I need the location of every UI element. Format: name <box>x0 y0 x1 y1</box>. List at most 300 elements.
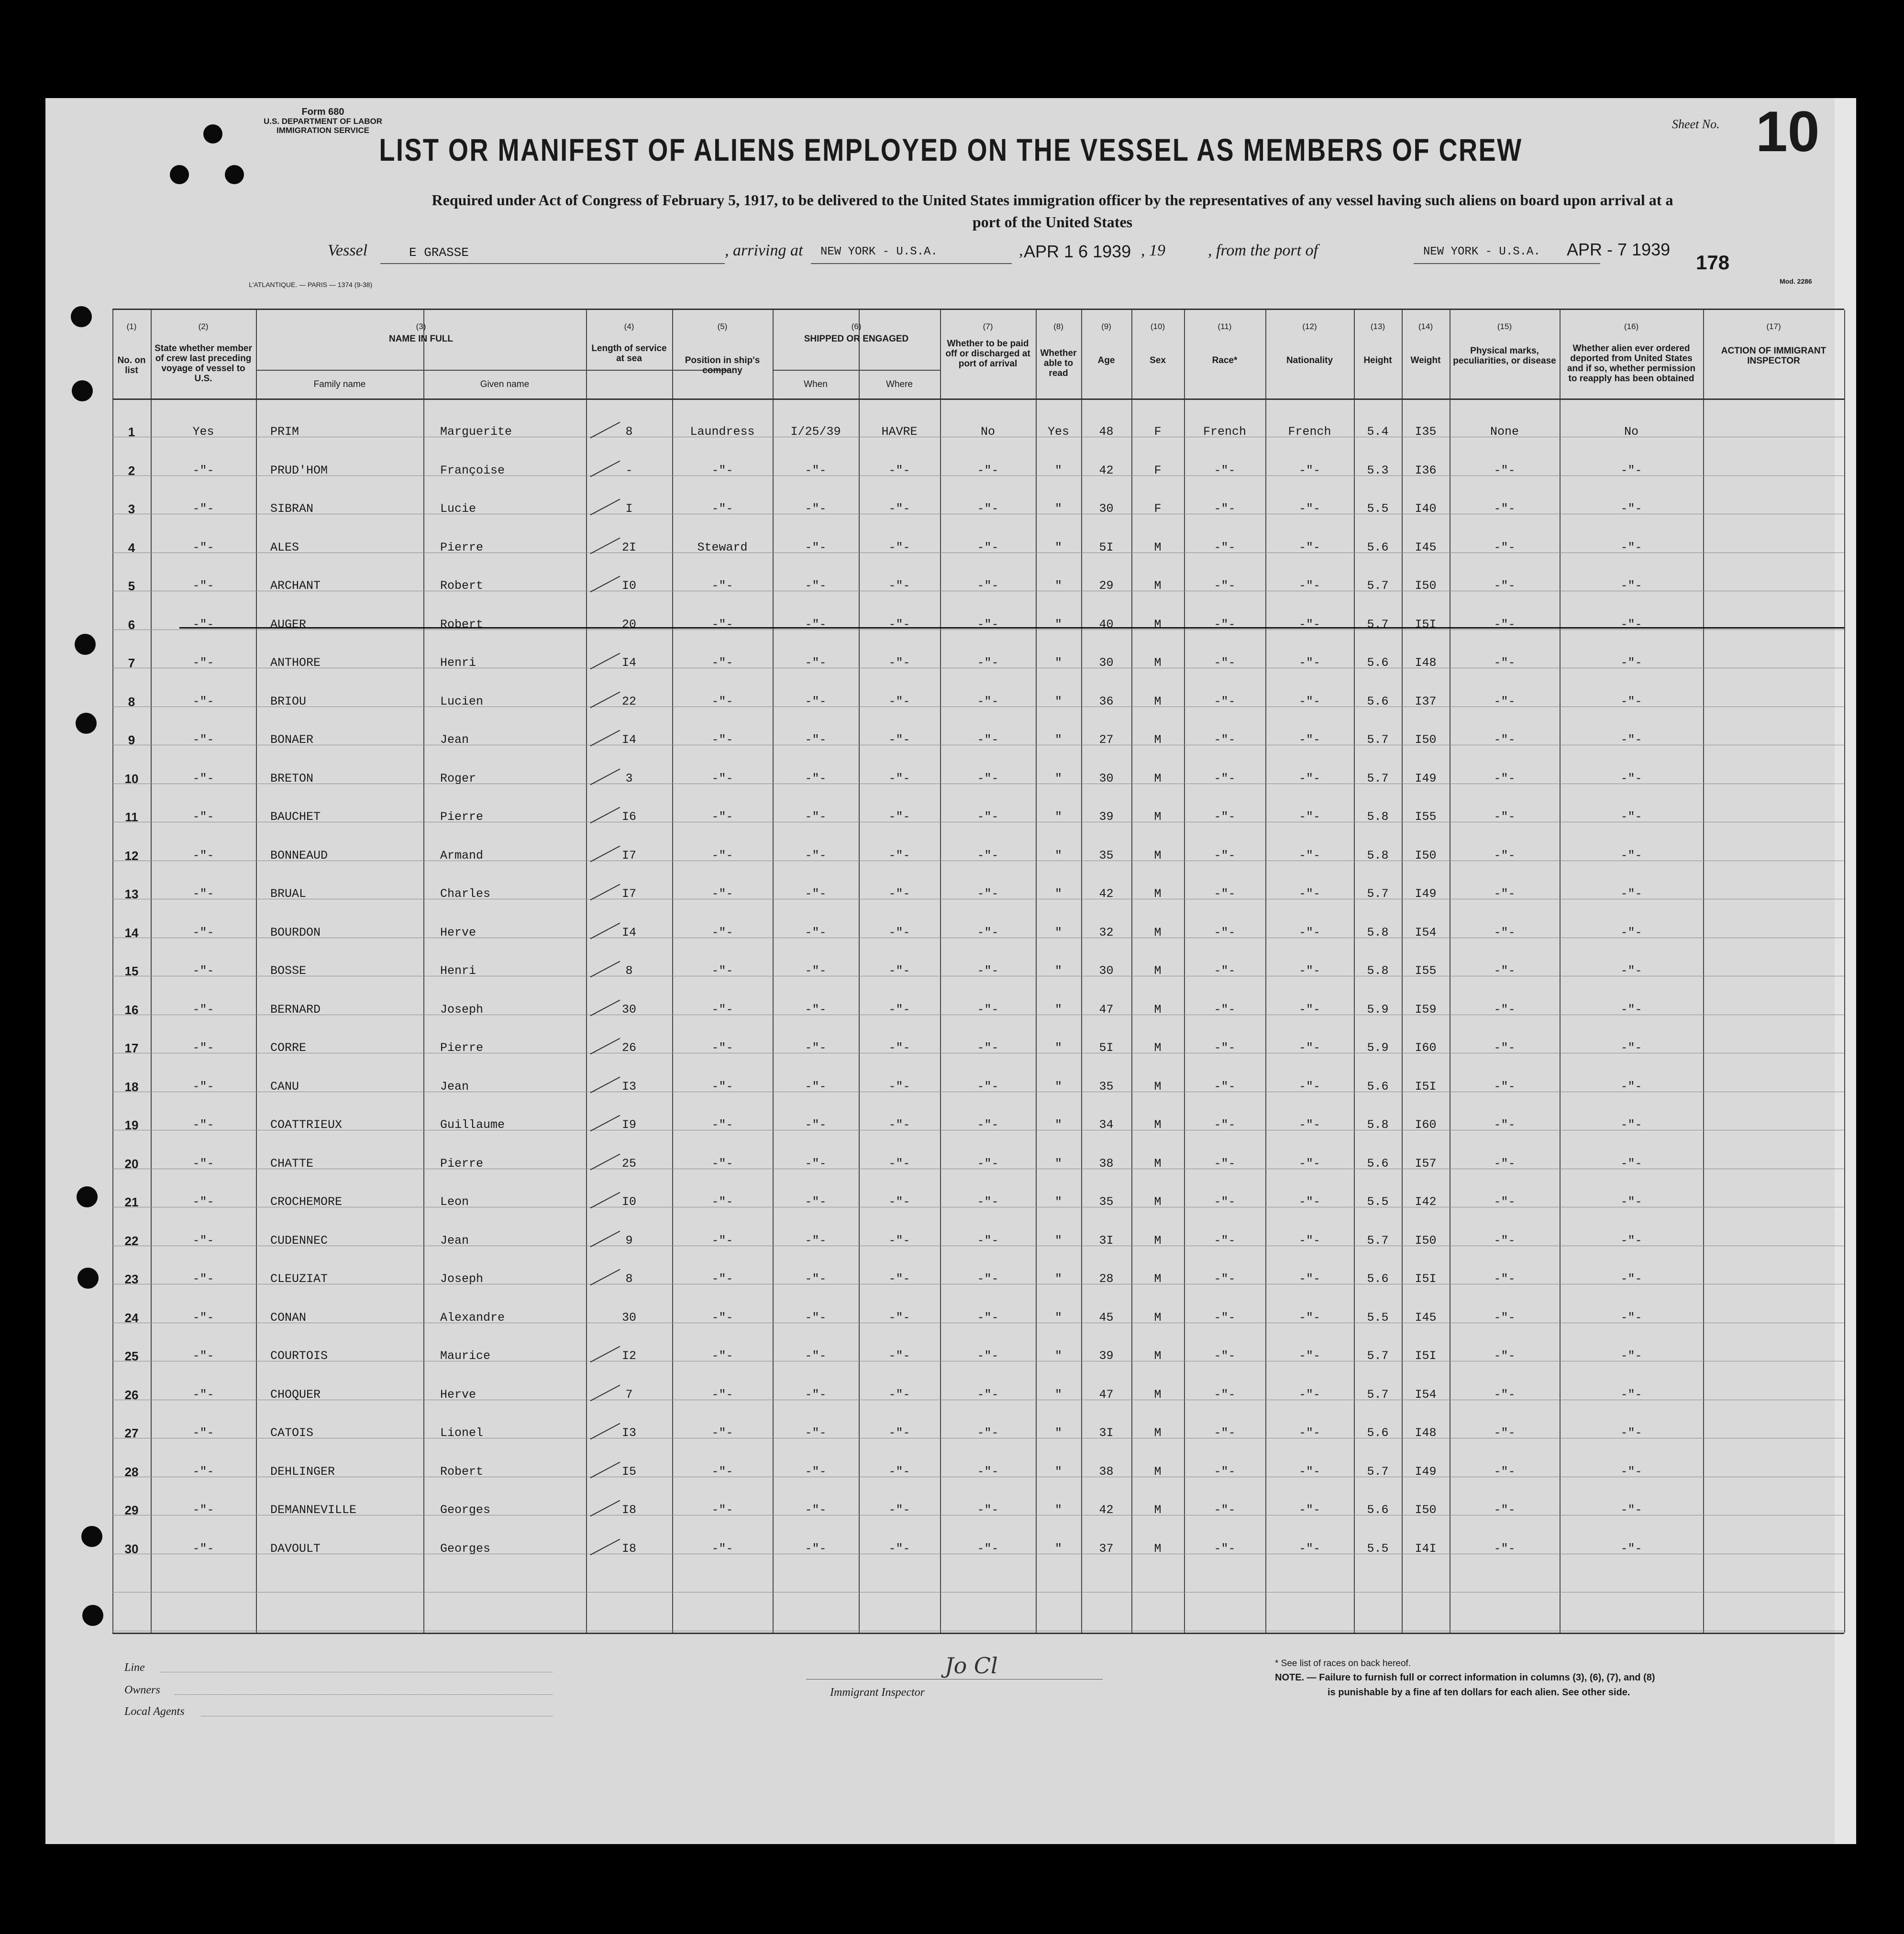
cell-sex: M <box>1154 656 1162 670</box>
cell-sex: M <box>1154 771 1162 785</box>
cell-nationality: French <box>1288 425 1331 439</box>
cell-prev: -"- <box>192 656 214 670</box>
cell-family: DEHLINGER <box>270 1464 335 1479</box>
binder-hole <box>75 634 96 655</box>
cell-height: 5.7 <box>1367 1349 1389 1363</box>
cell-when: I/25/39 <box>790 425 841 439</box>
arrival-date: APR 1 6 1939 <box>1024 242 1131 261</box>
line-label: Line <box>124 1661 145 1674</box>
row-number: 20 <box>124 1156 139 1171</box>
cell-position: -"- <box>711 1195 733 1209</box>
cell-when: -"- <box>805 964 827 978</box>
cell-service: I <box>625 502 633 516</box>
cell-prev: -"- <box>192 1233 214 1248</box>
cell-where: -"- <box>888 771 910 785</box>
cell-service: 26 <box>621 1041 636 1055</box>
cell-nationality: -"- <box>1298 810 1320 824</box>
cell-sex: M <box>1154 887 1162 901</box>
cell-height: 5.8 <box>1367 1118 1389 1132</box>
cell-paid: -"- <box>977 810 999 824</box>
cell-position: -"- <box>711 925 733 939</box>
row-number: 19 <box>124 1118 139 1132</box>
arriving-label: , arriving at <box>725 242 803 259</box>
cell-where: -"- <box>888 1272 910 1286</box>
cell-when: -"- <box>805 1079 827 1094</box>
cell-service: I0 <box>621 579 636 593</box>
binder-hole <box>170 165 189 184</box>
row-number: 8 <box>128 694 135 709</box>
cell-position: -"- <box>711 656 733 670</box>
cell-family: CHATTE <box>270 1156 314 1171</box>
cell-when: -"- <box>805 771 827 785</box>
signature-line <box>806 1679 1103 1680</box>
cell-weight: I50 <box>1415 733 1437 747</box>
cell-read: " <box>1054 1464 1062 1479</box>
cell-height: 5.6 <box>1367 1156 1389 1171</box>
cell-race: -"- <box>1214 656 1236 670</box>
cell-given: Leon <box>440 1195 469 1209</box>
cell-marks: -"- <box>1494 1464 1516 1479</box>
cell-height: 5.8 <box>1367 810 1389 824</box>
cell-deported: -"- <box>1620 1079 1642 1094</box>
cell-prev: -"- <box>192 1002 214 1017</box>
cell-nationality: -"- <box>1298 1503 1320 1517</box>
column-header: Physical marks, peculiarities, or disease <box>1453 346 1556 366</box>
cell-height: 5.7 <box>1367 1387 1389 1402</box>
cell-prev: -"- <box>192 463 214 477</box>
cell-marks: -"- <box>1494 1041 1516 1055</box>
cell-prev: -"- <box>192 964 214 978</box>
cell-weight: I50 <box>1415 1503 1437 1517</box>
cell-weight: I37 <box>1415 694 1437 708</box>
cell-position: -"- <box>711 502 733 516</box>
cell-nationality: -"- <box>1298 1310 1320 1325</box>
cell-nationality: -"- <box>1298 617 1320 631</box>
comma-sep: , <box>1019 242 1023 259</box>
cell-sex: M <box>1154 1272 1162 1286</box>
cell-sex: M <box>1154 1002 1162 1017</box>
cell-family: BERNARD <box>270 1002 321 1017</box>
cell-age: 42 <box>1099 463 1114 477</box>
subcolumn-header: When <box>804 379 828 389</box>
cell-paid: -"- <box>977 617 999 631</box>
cell-where: -"- <box>888 1118 910 1132</box>
cell-sex: F <box>1154 502 1162 516</box>
cell-race: -"- <box>1214 810 1236 824</box>
column-number: (13) <box>1370 322 1385 331</box>
cell-age: 5I <box>1099 540 1114 554</box>
cell-family: CONAN <box>270 1310 307 1325</box>
cell-age: 3I <box>1099 1426 1114 1440</box>
cell-age: 38 <box>1099 1464 1114 1479</box>
cell-deported: -"- <box>1620 848 1642 862</box>
cell-marks: -"- <box>1494 1079 1516 1094</box>
cell-marks: -"- <box>1494 1349 1516 1363</box>
row-number: 24 <box>124 1310 139 1325</box>
requirement-line-1: Required under Act of Congress of February 5, 1917, to be delivered to the United States immigration officer by the representatives of any vessel having such aliens on board upon arrival at a <box>432 191 1673 209</box>
cell-deported: -"- <box>1620 694 1642 708</box>
cell-weight: I55 <box>1415 810 1437 824</box>
cell-prev: -"- <box>192 579 214 593</box>
cell-paid: -"- <box>977 964 999 978</box>
column-number: (5) <box>717 322 728 331</box>
cell-deported: -"- <box>1620 1195 1642 1209</box>
cell-position: -"- <box>711 694 733 708</box>
cell-sex: M <box>1154 1310 1162 1325</box>
row-number: 3 <box>128 502 135 516</box>
cell-prev: -"- <box>192 848 214 862</box>
cell-race: -"- <box>1214 617 1236 631</box>
cell-position: -"- <box>711 733 733 747</box>
cell-paid: -"- <box>977 1310 999 1325</box>
column-number: (17) <box>1766 322 1781 331</box>
cell-nationality: -"- <box>1298 1156 1320 1171</box>
cell-age: 37 <box>1099 1541 1114 1556</box>
cell-service: 9 <box>625 1233 633 1248</box>
cell-when: -"- <box>805 1349 827 1363</box>
row-number: 14 <box>124 925 139 940</box>
cell-given: Joseph <box>440 1002 484 1017</box>
cell-position: -"- <box>711 1426 733 1440</box>
cell-given: Lionel <box>440 1426 484 1440</box>
cell-position: -"- <box>711 579 733 593</box>
cell-deported: -"- <box>1620 1503 1642 1517</box>
cell-where: -"- <box>888 540 910 554</box>
cell-deported: -"- <box>1620 964 1642 978</box>
cell-prev: -"- <box>192 1387 214 1402</box>
cell-race: -"- <box>1214 887 1236 901</box>
cell-marks: -"- <box>1494 964 1516 978</box>
cell-read: " <box>1054 1387 1062 1402</box>
cell-age: 40 <box>1099 617 1114 631</box>
cell-family: COATTRIEUX <box>270 1118 343 1132</box>
cell-when: -"- <box>805 502 827 516</box>
cell-height: 5.3 <box>1367 463 1389 477</box>
cell-age: 47 <box>1099 1387 1114 1402</box>
row-number: 11 <box>125 810 138 824</box>
cell-race: -"- <box>1214 1387 1236 1402</box>
cell-marks: -"- <box>1494 925 1516 939</box>
cell-service: 8 <box>625 964 633 978</box>
cell-paid: -"- <box>977 771 999 785</box>
row-number: 29 <box>124 1503 139 1517</box>
cell-weight: I4I <box>1415 1541 1437 1556</box>
cell-when: -"- <box>805 540 827 554</box>
cell-nationality: -"- <box>1298 656 1320 670</box>
cell-given: Georges <box>440 1541 491 1556</box>
cell-when: -"- <box>805 848 827 862</box>
cell-marks: -"- <box>1494 1156 1516 1171</box>
column-header: Race* <box>1212 355 1238 365</box>
cell-height: 5.5 <box>1367 1541 1389 1556</box>
cell-sex: M <box>1154 1041 1162 1055</box>
cell-weight: I5I <box>1415 1079 1437 1094</box>
cell-sex: M <box>1154 733 1162 747</box>
cell-sex: F <box>1154 425 1162 439</box>
cell-family: PRUD'HOM <box>270 463 328 477</box>
cell-sex: M <box>1154 848 1162 862</box>
cell-marks: None <box>1490 425 1519 439</box>
cell-height: 5.9 <box>1367 1041 1389 1055</box>
cell-race: -"- <box>1214 540 1236 554</box>
cell-where: -"- <box>888 1195 910 1209</box>
cell-read: " <box>1054 1349 1062 1363</box>
cell-age: 3I <box>1099 1233 1114 1248</box>
column-header: Height <box>1363 355 1392 365</box>
cell-paid: -"- <box>977 887 999 901</box>
cell-deported: -"- <box>1620 1041 1642 1055</box>
row-number: 27 <box>124 1426 139 1440</box>
cell-read: " <box>1054 810 1062 824</box>
cell-prev: -"- <box>192 1541 214 1556</box>
cell-service: 3 <box>625 771 633 785</box>
cell-weight: I60 <box>1415 1118 1437 1132</box>
column-header: Sex <box>1150 355 1166 365</box>
binder-hole <box>77 1268 99 1289</box>
cell-position: -"- <box>711 1387 733 1402</box>
cell-family: BRETON <box>270 771 314 785</box>
cell-read: " <box>1054 1118 1062 1132</box>
cell-family: CHOQUER <box>270 1387 321 1402</box>
column-number: (12) <box>1302 322 1317 331</box>
cell-age: 38 <box>1099 1156 1114 1171</box>
cell-family: BONAER <box>270 733 314 747</box>
races-footnote: * See list of races on back hereof. <box>1275 1658 1411 1669</box>
cell-age: 35 <box>1099 848 1114 862</box>
cell-where: -"- <box>888 1079 910 1094</box>
cell-given: Jean <box>440 733 469 747</box>
cell-height: 5.8 <box>1367 964 1389 978</box>
note-label: NOTE. <box>1275 1672 1305 1683</box>
cell-when: -"- <box>805 617 827 631</box>
cell-height: 5.4 <box>1367 425 1389 439</box>
cell-sex: M <box>1154 1426 1162 1440</box>
cell-family: DEMANNEVILLE <box>270 1503 357 1517</box>
cell-where: -"- <box>888 964 910 978</box>
cell-sex: M <box>1154 1233 1162 1248</box>
row-number: 22 <box>124 1233 139 1248</box>
cell-prev: -"- <box>192 1156 214 1171</box>
cell-height: 5.8 <box>1367 925 1389 939</box>
cell-family: CROCHEMORE <box>270 1195 343 1209</box>
cell-position: -"- <box>711 887 733 901</box>
cell-service: I4 <box>621 733 636 747</box>
subcolumn-header: Family name <box>313 379 366 389</box>
cell-height: 5.6 <box>1367 540 1389 554</box>
cell-paid: -"- <box>977 733 999 747</box>
cell-position: -"- <box>711 1079 733 1094</box>
cell-marks: -"- <box>1494 771 1516 785</box>
cell-weight: I48 <box>1415 1426 1437 1440</box>
cell-given: Lucie <box>440 502 476 516</box>
column-number: (3) <box>416 322 426 331</box>
cell-nationality: -"- <box>1298 1002 1320 1017</box>
cell-deported: -"- <box>1620 463 1642 477</box>
column-header: Weight <box>1410 355 1441 365</box>
cell-height: 5.7 <box>1367 733 1389 747</box>
binder-hole <box>71 306 92 327</box>
cell-read: " <box>1054 656 1062 670</box>
cell-nationality: -"- <box>1298 502 1320 516</box>
cell-nationality: -"- <box>1298 1426 1320 1440</box>
cell-given: Pierre <box>440 540 484 554</box>
cell-position: -"- <box>711 1310 733 1325</box>
cell-given: Marguerite <box>440 425 512 439</box>
row-number: 16 <box>124 1002 139 1017</box>
cell-position: -"- <box>711 848 733 862</box>
cell-read: " <box>1054 848 1062 862</box>
row-number: 5 <box>128 579 135 593</box>
cell-height: 5.7 <box>1367 579 1389 593</box>
cell-nationality: -"- <box>1298 1041 1320 1055</box>
cell-race: -"- <box>1214 771 1236 785</box>
cell-height: 5.5 <box>1367 502 1389 516</box>
cell-sex: M <box>1154 1118 1162 1132</box>
cell-race: -"- <box>1214 1233 1236 1248</box>
form-service: IMMIGRATION SERVICE <box>277 126 369 135</box>
cell-when: -"- <box>805 463 827 477</box>
cell-position: -"- <box>711 964 733 978</box>
cell-given: Roger <box>440 771 476 785</box>
column-number: (2) <box>198 322 209 331</box>
cell-paid: -"- <box>977 1002 999 1017</box>
cell-read: " <box>1054 579 1062 593</box>
cell-where: -"- <box>888 694 910 708</box>
cell-where: -"- <box>888 617 910 631</box>
cell-family: DAVOULT <box>270 1541 321 1556</box>
cell-given: Georges <box>440 1503 491 1517</box>
cell-age: 29 <box>1099 579 1114 593</box>
cell-service: I4 <box>621 925 636 939</box>
year-label: , 19 <box>1141 242 1165 259</box>
sheet-label: Sheet No. <box>1672 117 1720 131</box>
cell-position: -"- <box>711 1272 733 1286</box>
cell-where: -"- <box>888 1233 910 1248</box>
column-number: (4) <box>624 322 634 331</box>
cell-prev: -"- <box>192 1464 214 1479</box>
departure-date: APR - 7 1939 <box>1567 240 1671 259</box>
cell-service: 30 <box>621 1002 636 1017</box>
cell-deported: -"- <box>1620 1233 1642 1248</box>
cell-height: 5.8 <box>1367 848 1389 862</box>
cell-when: -"- <box>805 1195 827 1209</box>
column-number: (10) <box>1150 322 1165 331</box>
column-header: Whether alien ever ordered deported from United States and if so, whether permission to reapply has been obtained <box>1567 343 1696 384</box>
cell-deported: -"- <box>1620 1156 1642 1171</box>
cell-sex: M <box>1154 1349 1162 1363</box>
cell-read: " <box>1054 887 1062 901</box>
cell-service: 8 <box>625 425 633 439</box>
cell-deported: -"- <box>1620 1272 1642 1286</box>
cell-nationality: -"- <box>1298 925 1320 939</box>
cell-position: -"- <box>711 771 733 785</box>
cell-weight: I45 <box>1415 1310 1437 1325</box>
cell-race: -"- <box>1214 1118 1236 1132</box>
cell-age: 32 <box>1099 925 1114 939</box>
cell-given: Maurice <box>440 1349 491 1363</box>
cell-service: 2I <box>621 540 636 554</box>
cell-height: 5.5 <box>1367 1195 1389 1209</box>
row-number: 25 <box>124 1349 139 1363</box>
cell-given: Guillaume <box>440 1118 505 1132</box>
cell-read: " <box>1054 1041 1062 1055</box>
cell-service: I0 <box>621 1195 636 1209</box>
cell-sex: M <box>1154 925 1162 939</box>
cell-race: -"- <box>1214 502 1236 516</box>
cell-family: CATOIS <box>270 1426 314 1440</box>
cell-weight: I50 <box>1415 1233 1437 1248</box>
cell-prev: -"- <box>192 1349 214 1363</box>
cell-when: -"- <box>805 1118 827 1132</box>
row-number: 30 <box>124 1541 139 1556</box>
cell-sex: M <box>1154 694 1162 708</box>
cell-where: -"- <box>888 1041 910 1055</box>
cell-race: -"- <box>1214 1349 1236 1363</box>
cell-deported: -"- <box>1620 925 1642 939</box>
cell-race: -"- <box>1214 1426 1236 1440</box>
cell-read: " <box>1054 925 1062 939</box>
cell-family: SIBRAN <box>270 502 314 516</box>
cell-weight: I60 <box>1415 1041 1437 1055</box>
fine-note-2: is punishable by a fine af ten dollars for each alien. See other side. <box>1328 1687 1630 1698</box>
cell-service: I3 <box>621 1426 636 1440</box>
cell-deported: -"- <box>1620 1349 1642 1363</box>
cell-when: -"- <box>805 810 827 824</box>
cell-service: I9 <box>621 1118 636 1132</box>
cell-read: " <box>1054 1195 1062 1209</box>
cell-where: HAVRE <box>881 425 918 439</box>
cell-service: 8 <box>625 1272 633 1286</box>
cell-paid: -"- <box>977 579 999 593</box>
inspector-label: Immigrant Inspector <box>830 1686 925 1699</box>
cell-race: -"- <box>1214 463 1236 477</box>
column-number: (9) <box>1101 322 1111 331</box>
cell-marks: -"- <box>1494 810 1516 824</box>
cell-family: BRIOU <box>270 694 307 708</box>
stamp-number: 178 <box>1696 251 1730 274</box>
cell-where: -"- <box>888 502 910 516</box>
cell-height: 5.7 <box>1367 771 1389 785</box>
cell-paid: -"- <box>977 1464 999 1479</box>
cell-prev: -"- <box>192 771 214 785</box>
cell-paid: -"- <box>977 1387 999 1402</box>
cell-when: -"- <box>805 579 827 593</box>
cell-where: -"- <box>888 1349 910 1363</box>
cell-deported: -"- <box>1620 540 1642 554</box>
cell-weight: I48 <box>1415 656 1437 670</box>
cell-paid: No <box>980 425 995 439</box>
cell-nationality: -"- <box>1298 1349 1320 1363</box>
cell-sex: M <box>1154 579 1162 593</box>
cell-sex: M <box>1154 964 1162 978</box>
cell-sex: M <box>1154 1079 1162 1094</box>
requirement-line-2: port of the United States <box>972 213 1133 231</box>
cell-position: Laundress <box>690 425 755 439</box>
cell-service: I7 <box>621 848 636 862</box>
cell-service: I6 <box>621 810 636 824</box>
form-department: U.S. DEPARTMENT OF LABOR <box>263 117 383 126</box>
cell-age: 45 <box>1099 1310 1114 1325</box>
cell-nationality: -"- <box>1298 964 1320 978</box>
cell-given: Robert <box>440 579 484 593</box>
cell-sex: M <box>1154 810 1162 824</box>
manifest-table <box>112 309 1844 1634</box>
cell-position: -"- <box>711 617 733 631</box>
cell-age: 42 <box>1099 1503 1114 1517</box>
cell-nationality: -"- <box>1298 1272 1320 1286</box>
cell-paid: -"- <box>977 502 999 516</box>
column-number: (6) <box>851 322 862 331</box>
